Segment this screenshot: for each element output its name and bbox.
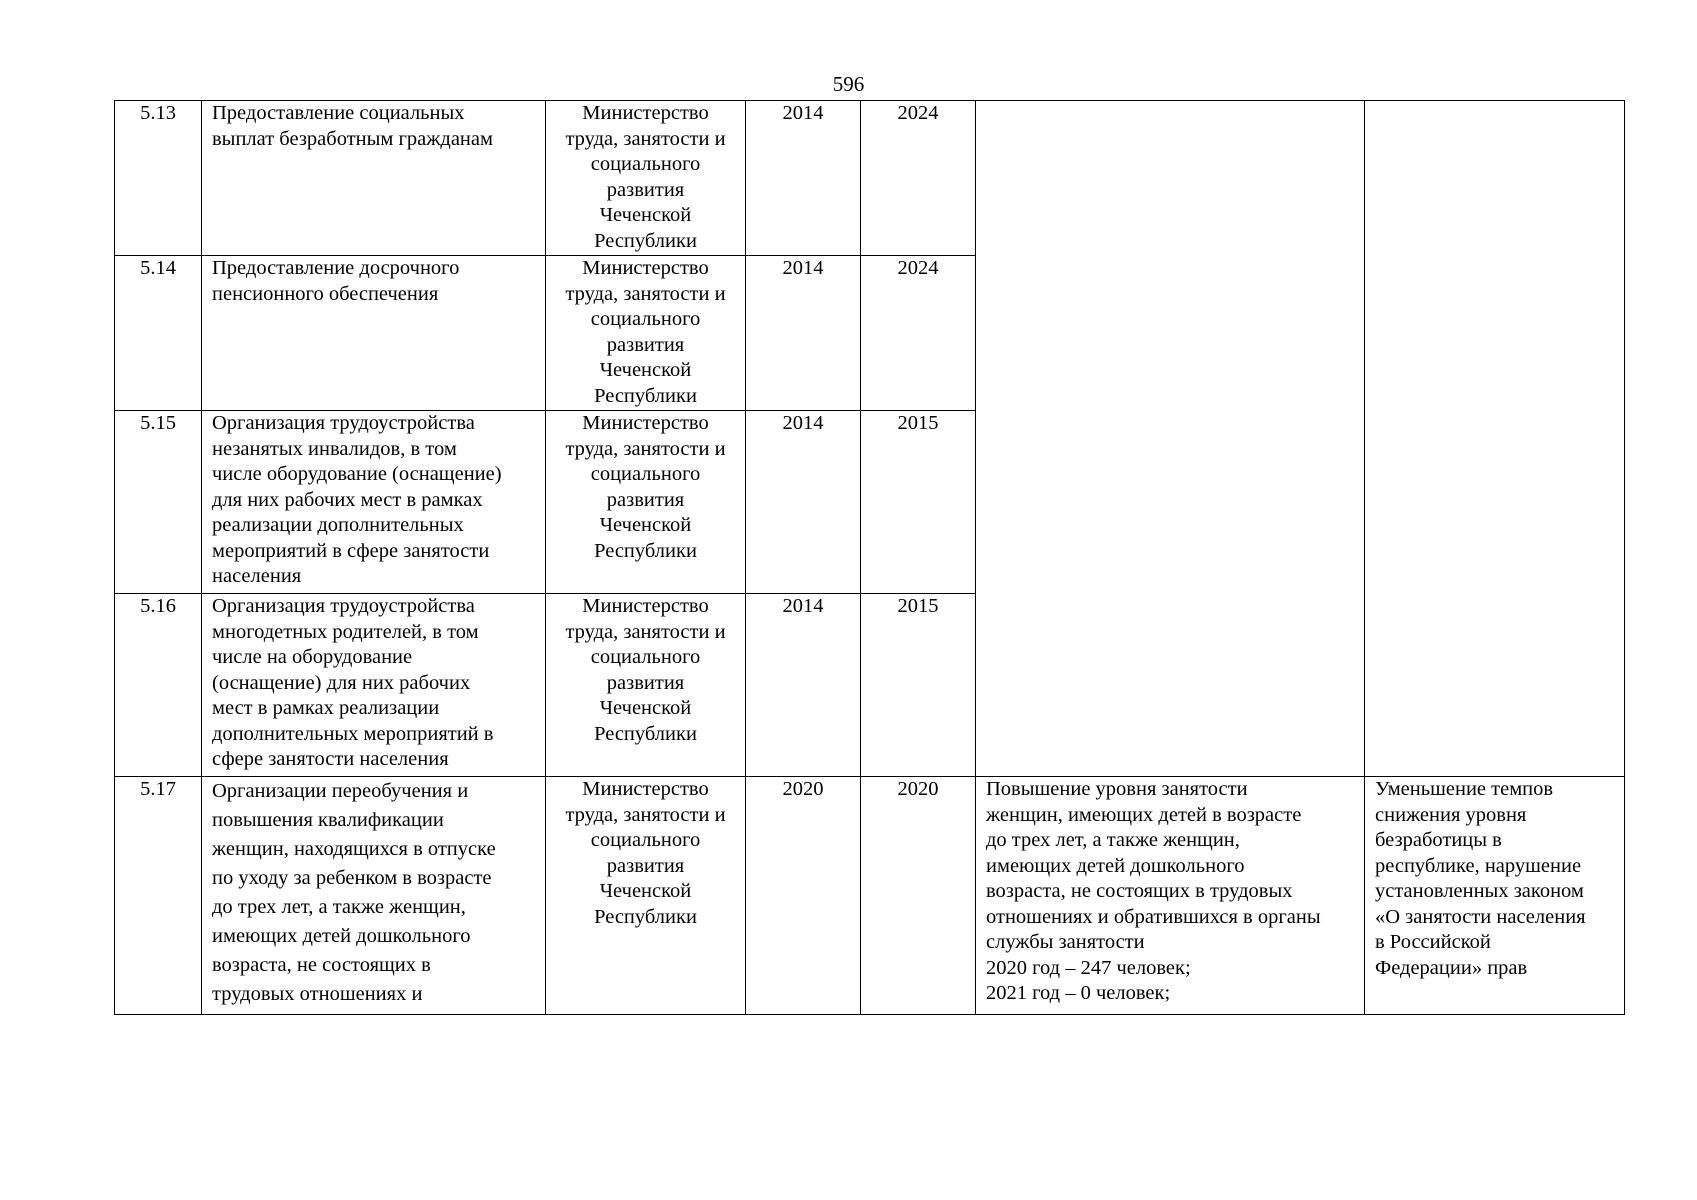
text-line: труда, занятости и [565, 437, 726, 460]
row-number: 5.14 [115, 256, 202, 411]
start-year: 2014 [746, 594, 861, 777]
start-year: 2014 [746, 411, 861, 594]
program-activities-table [114, 100, 1625, 1015]
text-line: Республики [594, 229, 697, 252]
text-line: до трех лет, а также женщин, [212, 896, 466, 918]
end-year: 2015 [861, 594, 976, 777]
row-number: 5.15 [115, 411, 202, 594]
page-number: 596 [832, 72, 865, 96]
text-line: Предоставление досрочного [212, 257, 460, 279]
text-line: возраста, не состоящих в [212, 954, 431, 976]
text-line: Чеченской [599, 359, 692, 381]
text-line: 2020 год – 247 человек; [986, 956, 1191, 979]
text-line: женщин, находящихся в отпуске [212, 838, 496, 860]
text-line: выплат безработным гражданам [212, 127, 493, 150]
text-line: службы занятости [986, 931, 1145, 953]
text-line: по уходу за ребенком в возрасте [212, 867, 492, 889]
text-line: сфере занятости населения [212, 748, 449, 770]
start-year: 2020 [746, 777, 861, 1015]
end-year: 2015 [861, 411, 976, 594]
consequences-of-non-implementation [1365, 777, 1625, 1015]
end-year: 2024 [861, 101, 976, 256]
text-line: в Российской [1375, 931, 1491, 953]
text-line: установленных законом [1375, 880, 1584, 902]
text-line: Республики [594, 384, 697, 407]
text-line: Министерство [582, 412, 709, 434]
text-line: имеющих детей дошкольного [986, 854, 1245, 877]
text-line: социального [590, 646, 701, 668]
text-line: Министерство [582, 778, 709, 800]
text-line: Министерство [582, 595, 709, 617]
text-line: Повышение уровня занятости [986, 778, 1248, 800]
text-line: Чеченской [599, 697, 692, 719]
text-line: мероприятий в сфере занятости [212, 539, 490, 562]
text-line: «О занятости населения [1375, 905, 1586, 928]
row-number: 5.17 [115, 777, 202, 1015]
text-line: развития [606, 854, 685, 877]
expected-result [976, 777, 1365, 1015]
text-line: числе оборудование (оснащение) [212, 463, 502, 485]
text-line: числе на оборудование [212, 646, 413, 668]
text-line: Республики [594, 722, 697, 745]
text-line: мест в рамках реализации [212, 697, 440, 719]
text-line: женщин, имеющих детей в возрасте [986, 803, 1302, 826]
text-line: Чеченской [599, 204, 692, 226]
text-line: реализации дополнительных [212, 514, 464, 536]
text-line: незанятых инвалидов, в том [212, 437, 457, 460]
text-line: Предоставление социальных [212, 102, 465, 124]
executor [546, 411, 746, 594]
text-line: Организация трудоустройства [212, 412, 475, 434]
text-line: трудовых отношениях и [212, 983, 423, 1005]
start-year: 2014 [746, 256, 861, 411]
end-year: 2020 [861, 777, 976, 1015]
result-cell-empty [976, 101, 1365, 777]
text-line: имеющих детей дошкольного [212, 925, 471, 947]
text-line: дополнительных мероприятий в [212, 722, 494, 745]
activity-name [202, 101, 546, 256]
text-line: труда, занятости и [565, 620, 726, 643]
row-number: 5.13 [115, 101, 202, 256]
text-line: населения [212, 565, 302, 587]
text-line: Чеченской [599, 514, 692, 536]
activity-name [202, 411, 546, 594]
text-line: Министерство [582, 257, 709, 279]
text-line: (оснащение) для них рабочих [212, 671, 471, 694]
executor [546, 256, 746, 411]
text-line: 2021 год – 0 человек; [986, 982, 1171, 1004]
text-line: Республики [594, 539, 697, 562]
end-year: 2024 [861, 256, 976, 411]
activity-name [202, 777, 546, 1015]
text-line: Уменьшение темпов [1375, 778, 1554, 800]
text-line: социального [590, 829, 701, 851]
text-line: развития [606, 333, 685, 356]
text-line: Чеченской [599, 880, 692, 902]
executor [546, 777, 746, 1015]
text-line: Министерство [582, 102, 709, 124]
text-line: труда, занятости и [565, 127, 726, 150]
text-line: труда, занятости и [565, 282, 726, 305]
text-line: Федерации» прав [1375, 956, 1528, 979]
text-line: социального [590, 308, 701, 330]
table-row [115, 101, 1625, 256]
text-line: Организация трудоустройства [212, 595, 475, 617]
text-line: социального [590, 153, 701, 175]
text-line: труда, занятости и [565, 803, 726, 826]
text-line: Республики [594, 905, 697, 928]
text-line: республике, нарушение [1375, 854, 1582, 877]
row-number: 5.16 [115, 594, 202, 777]
text-line: пенсионного обеспечения [212, 282, 439, 305]
consequence-cell-empty [1365, 101, 1625, 777]
text-line: для них рабочих мест в рамках [212, 488, 483, 511]
text-line: многодетных родителей, в том [212, 620, 479, 643]
text-line: отношениях и обратившихся в органы [986, 905, 1321, 928]
executor [546, 101, 746, 256]
start-year: 2014 [746, 101, 861, 256]
text-line: повышения квалификации [212, 809, 444, 831]
executor [546, 594, 746, 777]
text-line: безработицы в [1375, 829, 1502, 851]
text-line: до трех лет, а также женщин, [986, 829, 1240, 851]
text-line: развития [606, 178, 685, 201]
activity-name [202, 594, 546, 777]
activity-name [202, 256, 546, 411]
table-row [115, 777, 1625, 1015]
text-line: Организации переобучения и [212, 780, 469, 802]
text-line: возраста, не состоящих в трудовых [986, 880, 1293, 902]
text-line: социального [590, 463, 701, 485]
text-line: развития [606, 488, 685, 511]
text-line: развития [606, 671, 685, 694]
text-line: снижения уровня [1375, 803, 1527, 826]
